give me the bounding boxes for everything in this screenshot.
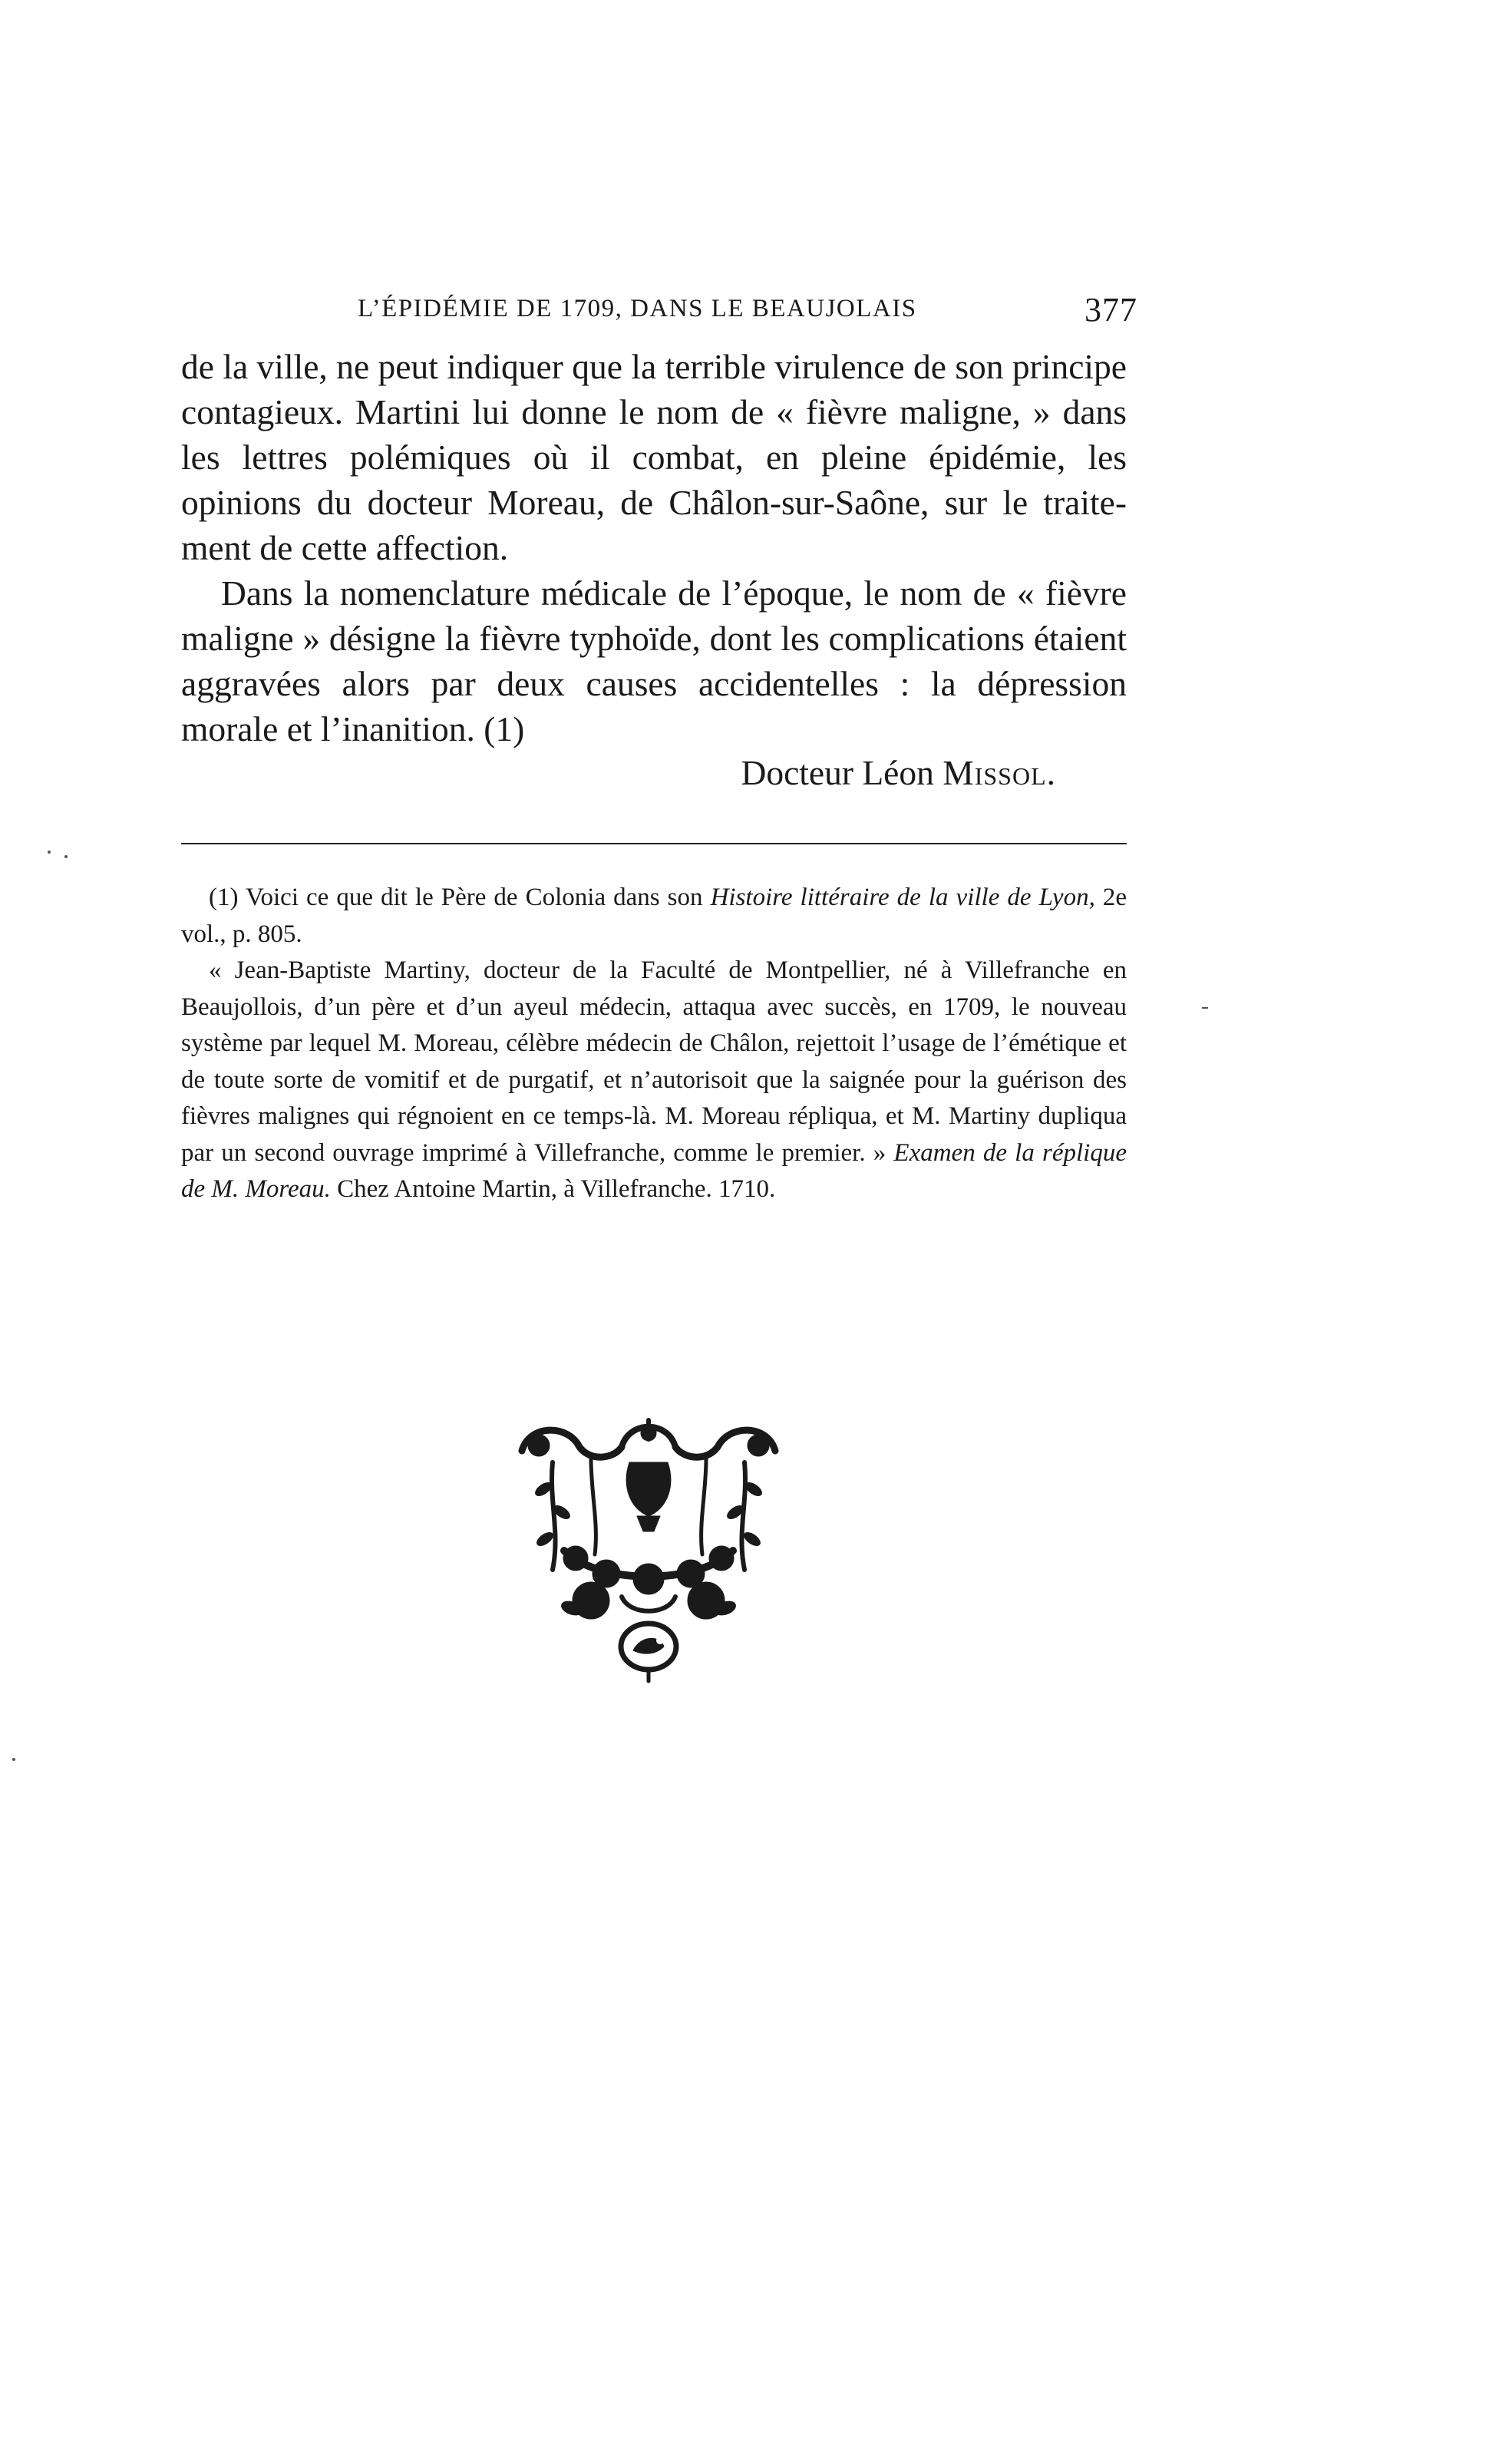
running-head xyxy=(181,290,1141,333)
page-number: 377 xyxy=(1084,291,1137,329)
main-text xyxy=(181,344,1127,752)
footnote-marker: (1) xyxy=(209,884,239,911)
footnote-book-title: Histoire littéraire de la ville de Lyon, xyxy=(710,884,1095,911)
print-speck xyxy=(1202,1007,1208,1009)
footnote-quote-reference: Examen de la réplique de M. Moreau. xyxy=(181,1138,1127,1203)
print-speck xyxy=(12,1758,15,1761)
print-speck xyxy=(64,855,68,858)
print-speck xyxy=(48,851,51,854)
footnote-first-paragraph xyxy=(181,880,1127,953)
paragraph-2: Dans la nomenclature médicale de l’époque, le nom de « fièvre maligne » désigne la fièvre typhoïde, dont les complications étaient aggravées alors par deux causes accidentelles : la dépression morale et l’inanition. (1) xyxy=(181,573,1127,748)
signature-surname: Missol. xyxy=(943,753,1056,792)
paragraph-1: de la ville, ne peut indiquer que la terrible virulence de son principe contagieux. Martini lui donne le nom de « fièvre maligne, » dans les lettres polémiques où il combat, en pleine épidémie, les opinions du docteur Moreau, de Châlon-sur-Saône, sur le traitement de cette affection. xyxy=(181,347,1127,567)
footnote xyxy=(181,880,1127,1208)
footnote-intro: Voici ce que dit le Père de Colonia dans son xyxy=(245,884,703,911)
floral-tailpiece-icon xyxy=(507,1416,791,1685)
footnote-volume: 2e vol., p. 805. xyxy=(181,884,1127,948)
footnote-quote: « Jean-Baptiste Martiny, docteur de la Faculté de Montpellier, né à Villefranche en Beaujollois, d’un père et d’un ayeul médecin, attaqua avec succès, en 1709, le nouveau système par lequel M. Moreau, célèbre médecin de Châlon, rejettoit l’usage de l’émétique et de toute sorte de vomitif et de purgatif, et n’autorisoit que la saignée pour la guérison des fièvres malignes qui régnoient en ce temps-là. M. Moreau répliqua, et M. Martiny dupliqua par un second ouvrage imprimé à Villefranche, comme le premier. » xyxy=(181,956,1127,1167)
running-title: L’ÉPIDÉMIE DE 1709, DANS LE BEAUJOLAIS xyxy=(358,295,917,322)
author-signature xyxy=(181,752,1056,793)
signature-title: Docteur Léon xyxy=(741,753,934,792)
footnote-quote-end: Chez Antoine Martin, à Villefranche. 1710. xyxy=(337,1175,776,1203)
footnote-quote-paragraph xyxy=(181,953,1127,1208)
footnote-rule xyxy=(181,843,1127,844)
